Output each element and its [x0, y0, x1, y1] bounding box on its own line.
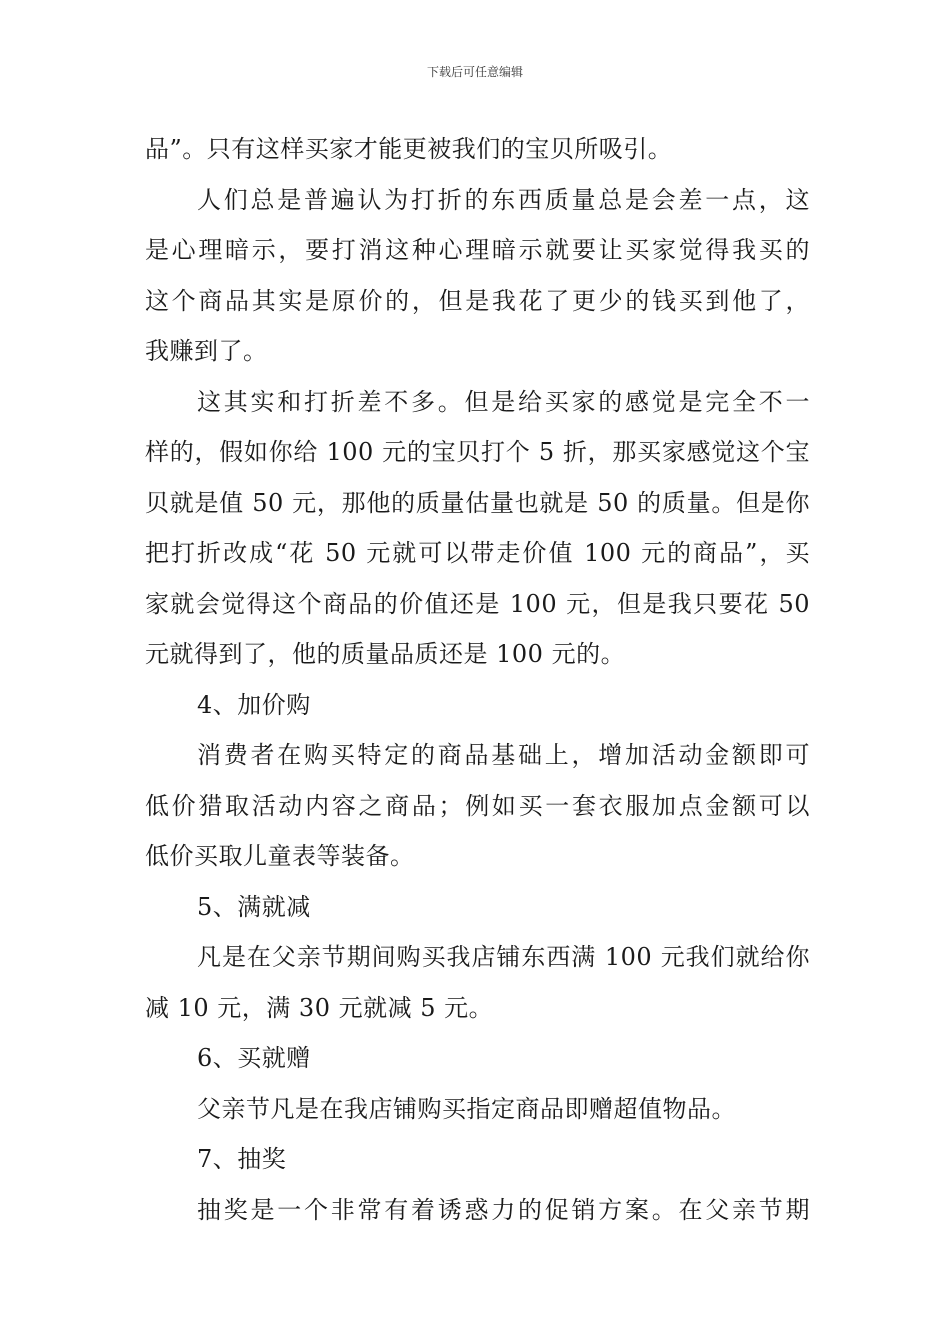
- text-line: 我赚到了。: [145, 337, 268, 365]
- text-line: 贝就是值 50 元，那他的质量估量也就是 50 的质量。但是你: [145, 488, 810, 517]
- section-heading-4: [145, 680, 810, 731]
- text-line: 人们总是普遍认为打折的东西质量总是会差一点，这: [197, 185, 810, 214]
- text-line: 品”。只有这样买家才能更被我们的宝贝所吸引。: [145, 135, 673, 163]
- paragraph-buy-gift: [145, 1084, 810, 1135]
- text-line: 元就得到了，他的质量品质还是 100 元的。: [145, 640, 626, 668]
- section-heading-7: [145, 1134, 810, 1185]
- page-header: 下载后可任意编辑: [426, 65, 523, 79]
- document-body: [145, 124, 810, 1235]
- section-heading: 5、满就减: [197, 892, 311, 921]
- section-heading-6: [145, 1033, 810, 1084]
- paragraph-comparison: [145, 377, 810, 680]
- paragraph-lottery: [145, 1185, 810, 1236]
- text-line: 低价买取儿童表等装备。: [145, 842, 415, 870]
- paragraph-full-reduce: [145, 932, 810, 1033]
- text-line: 消费者在购买特定的商品基础上，增加活动金额即可: [197, 741, 810, 769]
- text-line: 父亲节凡是在我店铺购买指定商品即赠超值物品。: [197, 1094, 736, 1123]
- text-line: 把打折改成“花 50 元就可以带走价值 100 元的商品”，买: [145, 539, 810, 567]
- text-line: 是心理暗示，要打消这种心理暗示就要让买家觉得我买的: [145, 236, 810, 264]
- paragraph-continued: [145, 124, 810, 175]
- section-heading-5: [145, 882, 810, 933]
- section-heading: 7、抽奖: [197, 1145, 287, 1173]
- text-line: 家就会觉得这个商品的价值还是 100 元，但是我只要花 50: [145, 589, 810, 618]
- text-line: 抽奖是一个非常有着诱惑力的促销方案。在父亲节期: [197, 1195, 810, 1224]
- text-line: 样的，假如你给 100 元的宝贝打个 5 折，那买家感觉这个宝: [145, 438, 810, 466]
- text-line: 凡是在父亲节期间购买我店铺东西满 100 元我们就给你: [197, 943, 810, 971]
- text-line: 低价猎取活动内容之商品；例如买一套衣服加点金额可以: [145, 791, 810, 820]
- text-line: 这其实和打折差不多。但是给买家的感觉是完全不一: [197, 387, 810, 416]
- paragraph-psychology: [145, 175, 810, 377]
- paragraph-add-price: [145, 730, 810, 882]
- text-line: 减 10 元，满 30 元就减 5 元。: [145, 993, 494, 1022]
- section-heading: 6、买就赠: [197, 1044, 311, 1072]
- text-line: 这个商品其实是原价的，但是我花了更少的钱买到他了，: [145, 286, 810, 315]
- section-heading: 4、加价购: [197, 690, 311, 719]
